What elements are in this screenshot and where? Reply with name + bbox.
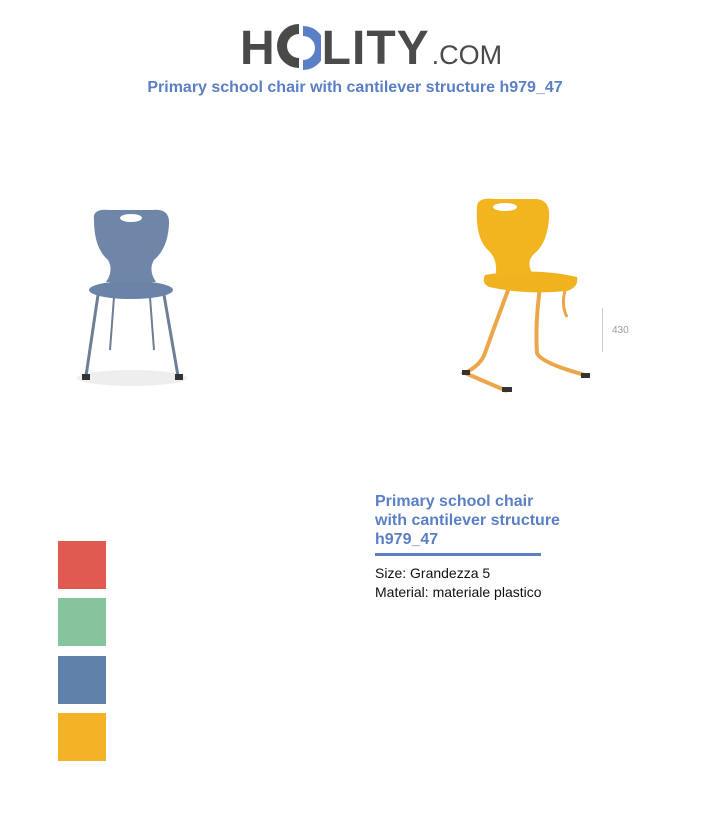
dimension-line — [602, 308, 603, 352]
dimension-label: 430 — [612, 325, 629, 336]
product-title-line: with cantilever structure — [375, 512, 560, 529]
product-material: Material: materiale plastico — [375, 584, 542, 600]
product-title — [375, 492, 565, 549]
title-divider — [375, 553, 541, 556]
logo-domain-suffix: .COM — [431, 40, 503, 70]
color-swatch-red[interactable] — [58, 541, 106, 589]
color-swatch-blue[interactable] — [58, 656, 106, 704]
logo-text-lity: LITY — [321, 22, 430, 75]
page-title: Primary school chair with cantilever structure h979_47 — [147, 79, 563, 96]
color-swatch-green[interactable] — [58, 598, 106, 646]
product-title-line: h979_47 — [375, 531, 439, 548]
color-swatch-yellow[interactable] — [58, 713, 106, 761]
chair-yellow-image — [455, 195, 600, 400]
brand-logo[interactable] — [240, 10, 503, 75]
product-title-line: Primary school chair — [375, 493, 534, 510]
logo-text-h: H — [240, 22, 276, 75]
chair-blue-image — [70, 200, 200, 395]
logo-o-icon — [277, 20, 321, 72]
product-size: Size: Grandezza 5 — [375, 565, 491, 581]
